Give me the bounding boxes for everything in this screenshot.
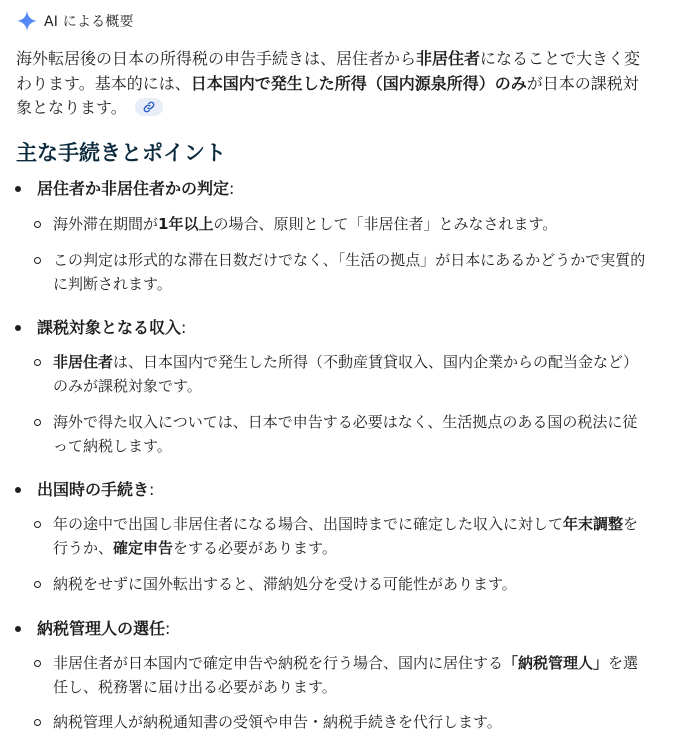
sub-list-item-text: 非居住者は、日本国内で発生した所得（不動産賃貸収入、国内企業からの配当金など）のみが課税対象です。 (53, 353, 639, 395)
ai-overview-header (16, 9, 134, 33)
list-item-heading: 居住者か非居住者かの判定 (37, 179, 230, 198)
colon: : (165, 619, 171, 638)
sub-bullet (34, 359, 41, 366)
sub-bullet (34, 719, 41, 726)
list-item-label (37, 478, 154, 502)
ai-overview-title: AI による概要 (44, 14, 134, 30)
intro-text: が日本の課税対象となります。 (16, 73, 639, 117)
list-item-heading: 出国時の手続き (37, 480, 150, 499)
link-icon (143, 101, 155, 113)
intro-text: になることで大きく変わります。基本的には、 (16, 49, 641, 93)
sub-bullet (34, 221, 41, 228)
sub-bullet (34, 257, 41, 264)
list-item-heading: 納税管理人の選任 (37, 619, 166, 638)
colon: : (149, 480, 155, 499)
sub-bullet (34, 419, 41, 426)
source-link-button[interactable] (135, 98, 163, 116)
sub-bullet (34, 521, 41, 528)
colon: : (229, 179, 235, 198)
intro-bold-text: 非居住者 (416, 49, 481, 68)
sub-list-item-text: 非居住者が日本国内で確定申告や納税を行う場合、国内に居住する「納税管理人」を選任し、税務署に届け出る必要があります。 (53, 654, 639, 696)
sub-list-item-text: 海外で得た収入については、日本で申告する必要はなく、生活拠点のある国の税法に従って納税します。 (53, 413, 638, 455)
sub-bullet (34, 581, 41, 588)
bullet-dot (15, 186, 21, 192)
intro-paragraph (16, 47, 646, 121)
list-item-heading: 課税対象となる収入 (37, 318, 182, 337)
bullet-dot (15, 325, 21, 331)
sub-list-item-text: 納税管理人が納税通知書の受領や申告・納税手続きを代行します。 (53, 713, 502, 731)
sub-bullet (34, 660, 41, 667)
list-item-label (37, 177, 234, 201)
sub-list-item-text: 納税をせずに国外転出すると、滞納処分を受ける可能性があります。 (53, 575, 517, 593)
sub-list-item-text: 海外滞在期間が1年以上の場合、原則として「非居住者」とみなされます。 (53, 215, 558, 233)
sparkle-icon (16, 10, 38, 32)
colon: : (181, 318, 187, 337)
sub-list-item-text: 年の途中で出国し非居住者になる場合、出国時までに確定した収入に対して年末調整を行うか、確定申告をする必要があります。 (53, 515, 639, 557)
bullet-dot (15, 626, 21, 632)
bullet-dot (15, 487, 21, 493)
sub-list-item-text: この判定は形式的な滞在日数だけでなく、「生活の拠点」が日本にあるかどうかで実質的に判断されます。 (53, 251, 646, 293)
section-title: 主な手続きとポイント (16, 141, 226, 165)
list-item-label (37, 316, 186, 340)
intro-text: 海外転居後の日本の所得税の申告手続きは、居住者から (16, 49, 417, 68)
intro-bold-text: 日本国内で発生した所得（国内源泉所得）のみ (190, 73, 527, 93)
list-item-label (37, 617, 170, 641)
